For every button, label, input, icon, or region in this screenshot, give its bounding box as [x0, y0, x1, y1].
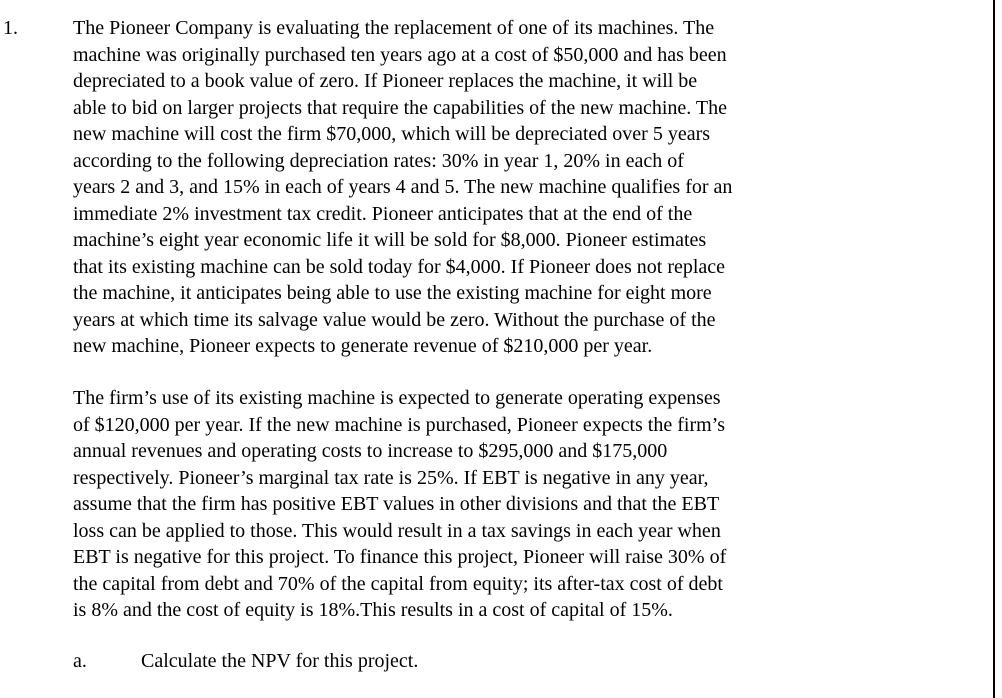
paragraph-line: depreciated to a book value of zero. If Pioneer replaces the machine, it will be: [73, 70, 698, 92]
paragraph-line: machine’s eight year economic life it will be sold for $8,000. Pioneer estimates: [73, 229, 707, 251]
paragraph-line: years 2 and 3, and 15% in each of years 4 and 5. The new machine qualifies for an: [73, 176, 733, 198]
paragraph-line: the capital from debt and 70% of the capital from equity; its after-tax cost of debt: [73, 572, 723, 595]
paragraph-line: new machine will cost the firm $70,000, which will be depreciated over 5 years: [73, 123, 711, 145]
paragraph-line: assume that the firm has positive EBT values in other divisions and that the EBT: [73, 493, 720, 515]
paragraph-line: EBT is negative for this project. To finance this project, Pioneer will raise 30% of: [73, 546, 727, 568]
sub-item-letter: a.: [73, 650, 87, 672]
paragraph-line: that its existing machine can be sold today for $4,000. If Pioneer does not replace: [73, 255, 726, 278]
question-number: 1.: [3, 17, 18, 39]
paragraph-line: of $120,000 per year. If the new machine is purchased, Pioneer expects the firm’s: [73, 413, 726, 436]
paragraph-line: The Pioneer Company is evaluating the replacement of one of its machines. The: [73, 17, 715, 39]
paragraph-line: respectively. Pioneer’s marginal tax rate is 25%. If EBT is negative in any year,: [73, 466, 709, 489]
paragraph-1: [73, 15, 973, 360]
paragraph-line: the machine, it anticipates being able to use the existing machine for eight more: [73, 282, 712, 304]
paragraph-line: according to the following depreciation rates: 30% in year 1, 20% in each of: [73, 149, 684, 172]
page-border-line: [993, 0, 995, 698]
paragraph-line: years at which time its salvage value would be zero. Without the purchase of the: [73, 308, 716, 331]
paragraph-line: new machine, Pioneer expects to generate revenue of $210,000 per year.: [73, 335, 653, 357]
paragraph-line: immediate 2% investment tax credit. Pioneer anticipates that at the end of the: [73, 202, 693, 225]
paragraph-line: loss can be applied to those. This would result in a tax savings in each year when: [73, 519, 721, 542]
paragraph-line: is 8% and the cost of equity is 18%.This results in a cost of capital of 15%.: [73, 599, 673, 621]
paragraph-line: annual revenues and operating costs to increase to $295,000 and $175,000: [73, 440, 668, 462]
paragraph-line: machine was originally purchased ten years ago at a cost of $50,000 and has been: [73, 43, 727, 66]
paragraph-2: [73, 385, 973, 624]
sub-item-text: Calculate the NPV for this project.: [141, 650, 419, 672]
paragraph-line: able to bid on larger projects that require the capabilities of the new machine. The: [73, 96, 728, 119]
paragraph-line: The firm’s use of its existing machine is expected to generate operating expenses: [73, 387, 721, 409]
